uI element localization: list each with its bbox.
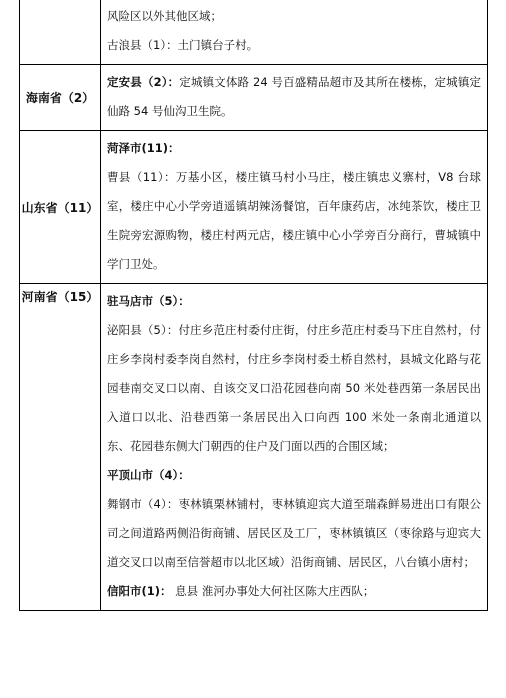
city-label: 菏泽市(11)： [107,141,180,155]
table-row [20,0,488,65]
content-cell [101,0,488,65]
content-cell [101,131,488,284]
table-row [20,284,488,611]
city-label: 平顶山市（4）： [107,468,190,482]
province-cell: 河南省（15） [20,284,101,611]
area-line [107,577,481,606]
area-text: 定城镇文体路 24 号百盛精品超市及其所在楼栋，定城镇定仙路 54 号仙沟卫生院。 [107,75,481,118]
area-text: 泌阳县（5）：付庄乡范庄村委付庄街，付庄乡范庄村委马下庄自然村，付庄乡李岗村委李岗自然村，付庄乡李岗村委土桥自然村，县城文化路与花园巷南交叉口以南、自该交叉口沿花园巷向南 50 米处巷西第一条居民出入道口以北、沿巷西第一条居民出入口向西 100 米处一条南北通道以东、花园巷东侧大门朝西的住户及门面以西的合围区域； [107,323,481,453]
content-cell [101,65,488,131]
county-label: 定安县（2）： [107,75,180,89]
area-text: 舞钢市（4）：枣林镇栗林铺村，枣林镇迎宾大道至瑞森鲜易进出口有限公司之间道路两侧沿街商铺、居民区及工厂，枣林镇镇区（枣徐路与迎宾大道交叉口以南至信誉超市以北区域）沿街商铺、居民区，八台镇小唐村； [107,497,481,569]
content-cell [101,284,488,611]
table-row [20,65,488,131]
city-label: 驻马店市（5）： [107,294,190,308]
line: 风险区以外其他区域； [107,9,222,23]
area-text: 息县 淮河办事处大何社区陈大庄西队； [175,584,375,598]
area-text: 曹县（11）：万基小区，楼庄镇马村小马庄，楼庄镇忠义寨村，V8 台球室，楼庄中心小学旁逍遥镇胡辣汤餐馆，百年康药店，冰纯茶饮，楼庄卫生院旁宏源购物，楼庄村两元店，楼庄镇中心小学旁百分商行，曹城镇中学门卫处。 [107,170,481,271]
table-row [20,131,488,284]
province-cell: 海南省（2） [20,65,101,131]
province-cell [20,0,101,65]
province-cell: 山东省（11） [20,131,101,284]
city-label: 信阳市(1)： [107,584,172,598]
risk-area-table [19,0,488,611]
line: 古浪县（1）：土门镇台子村。 [107,38,259,52]
